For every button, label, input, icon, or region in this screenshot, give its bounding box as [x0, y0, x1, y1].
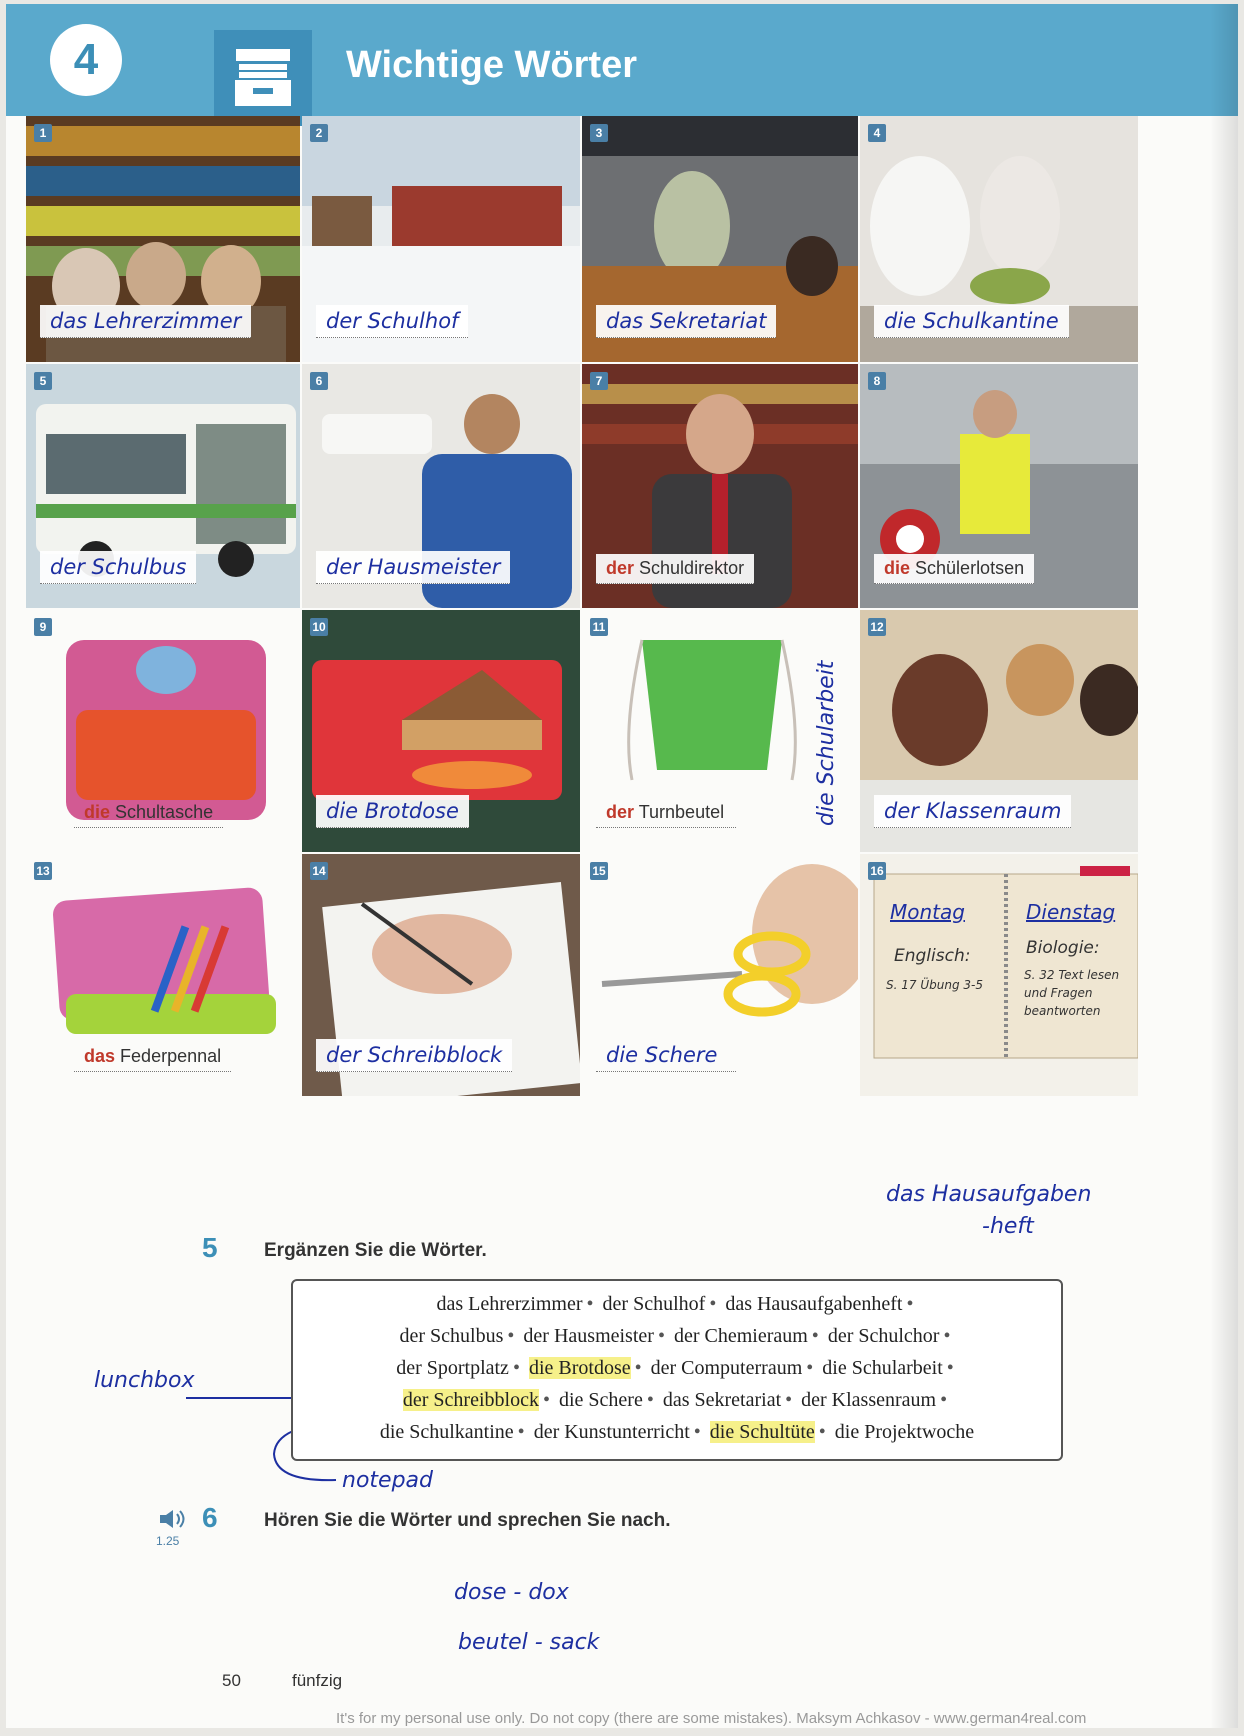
exercise-6-instruction: Hören Sie die Wörter und sprechen Sie nach.: [264, 1510, 671, 1531]
tile-number: 7: [590, 372, 608, 390]
word: das Sekretariat: [662, 1389, 782, 1411]
word-highlighted: die Brotdose: [528, 1357, 631, 1379]
word: der Hausmeister: [523, 1325, 654, 1347]
box-tab: [214, 30, 312, 126]
tile-number: 14: [310, 862, 328, 880]
tile-number: 15: [590, 862, 608, 880]
exercise-5-number: 5: [202, 1232, 218, 1263]
word: der Schulhof: [602, 1293, 706, 1315]
tile-number: 4: [868, 124, 886, 142]
exercise-5-instruction: Ergänzen Sie die Wörter.: [264, 1240, 487, 1261]
tile-label: [74, 798, 223, 828]
tile-number: 11: [590, 618, 608, 636]
tile-number: 9: [34, 618, 52, 636]
tile-schuldirektor: [582, 364, 858, 608]
audio-track-number: 1.25: [156, 1534, 180, 1548]
tile-label: die Schulkantine: [874, 305, 1069, 338]
planner-subject-1: Englisch:: [894, 946, 971, 966]
word: der Kunstunterricht: [533, 1421, 690, 1443]
tile-label: der Schreibblock: [316, 1039, 512, 1072]
page-number: 50: [222, 1671, 241, 1690]
tile-number: 2: [310, 124, 328, 142]
tile-label: der Hausmeister: [316, 551, 510, 584]
tile-schultasche: [26, 610, 300, 852]
tile-label: [874, 554, 1034, 584]
noun: Schülerlotsen: [915, 558, 1025, 578]
word: der Schulbus: [399, 1325, 504, 1347]
unit-number: 4: [50, 24, 122, 96]
tile-schulkantine: [860, 116, 1138, 362]
word: die Schulkantine: [379, 1421, 514, 1443]
word: der Computerraum: [650, 1357, 803, 1379]
exercise-6-number: 6: [202, 1502, 218, 1533]
tile-klassenraum: [860, 610, 1138, 852]
tile-number: 3: [590, 124, 608, 142]
page-title: Wichtige Wörter: [346, 44, 637, 86]
noun: Federpennal: [120, 1046, 222, 1066]
tile-label: [596, 798, 736, 828]
word-highlighted: die Schultüte: [709, 1421, 815, 1443]
note-dose: dose - dox: [454, 1580, 569, 1605]
tile-number: 13: [34, 862, 52, 880]
tile-label: die Schere: [596, 1039, 736, 1072]
article: der: [606, 558, 635, 578]
tile-number: 16: [868, 862, 886, 880]
word-line-2: der Schulbus • der Hausmeister • der Chemieraum • der Schulchor •: [399, 1325, 951, 1347]
textbook-page: [6, 4, 1238, 1728]
planner-subject-2: Biologie:: [1026, 938, 1100, 958]
tile-number: 1: [34, 124, 52, 142]
word-box: [291, 1279, 1063, 1461]
note-hausaufgabenheft-2: -heft: [982, 1214, 1034, 1239]
article: das: [84, 1046, 116, 1066]
tile-number: 12: [868, 618, 886, 636]
tile-number: 6: [310, 372, 328, 390]
tile-label: [74, 1042, 231, 1072]
note-notepad: notepad: [342, 1468, 433, 1493]
tile-label: [596, 554, 754, 584]
tile-schulbus: [26, 364, 300, 608]
tile-label: der Schulhof: [316, 305, 468, 338]
note-hausaufgabenheft-1: das Hausaufgaben: [886, 1182, 1092, 1207]
word-line-5: die Schulkantine • der Kunstunterricht • die Schultüte • die Projektwoche: [379, 1421, 975, 1443]
tile-schere: [582, 854, 858, 1096]
word: die Schere: [558, 1389, 643, 1411]
word: das Lehrerzimmer: [436, 1293, 583, 1315]
note-lunchbox: lunchbox: [94, 1368, 195, 1393]
tile-label: die Brotdose: [316, 795, 469, 828]
tile-hausaufgabenheft: [860, 854, 1138, 1096]
watermark: It's for my personal use only. Do not copy (there are some mistakes). Maksym Achkasov - www.german4real.com: [336, 1710, 1087, 1727]
planner-day-2: Dienstag: [1026, 900, 1116, 924]
tile-label: das Lehrerzimmer: [40, 305, 251, 338]
planner-task-2: S. 32 Text lesen und Fragen beantworten: [1024, 968, 1120, 1018]
article: die: [84, 802, 111, 822]
planner-day-1: Montag: [890, 900, 965, 924]
tile-label: der Schulbus: [40, 551, 196, 584]
word-box-icon: [231, 44, 295, 110]
noun: Schultasche: [115, 802, 214, 822]
tile-label: der Klassenraum: [874, 795, 1071, 828]
tile-number: 10: [310, 618, 328, 636]
speaker-icon[interactable]: [158, 1508, 188, 1530]
noun: Schuldirektor: [639, 558, 745, 578]
word: die Schularbeit: [822, 1357, 943, 1379]
note-schularbeit: die Schularbeit: [814, 660, 839, 826]
word: der Sportplatz: [396, 1357, 509, 1379]
tile-brotdose: [302, 610, 580, 852]
picture-grid: [26, 116, 1236, 1196]
word-line-4: der Schreibblock • die Schere • das Sekretariat • der Klassenraum •: [402, 1389, 948, 1411]
word-highlighted: der Schreibblock: [402, 1389, 539, 1411]
word: der Chemieraum: [673, 1325, 808, 1347]
word: der Klassenraum: [801, 1389, 937, 1411]
article: die: [884, 558, 911, 578]
tile-number: 8: [868, 372, 886, 390]
header-bar: [6, 4, 1238, 116]
tile-federpennal: [26, 854, 300, 1096]
tile-schuelerlotsen: [860, 364, 1138, 608]
tile-sekretariat: [582, 116, 858, 362]
word-line-1: das Lehrerzimmer • der Schulhof • das Hausaufgabenheft •: [436, 1293, 914, 1315]
article: der: [606, 802, 635, 822]
note-beutel: beutel - sack: [458, 1630, 600, 1655]
word: der Schulchor: [827, 1325, 940, 1347]
tile-hausmeister: [302, 364, 580, 608]
planner-task-1: S. 17 Übung 3-5: [886, 978, 983, 992]
noun: Turnbeutel: [638, 802, 725, 822]
tile-schulhof: [302, 116, 580, 362]
tile-schreibblock: [302, 854, 580, 1096]
word: die Projektwoche: [834, 1421, 975, 1443]
page-number-word: fünfzig: [292, 1671, 343, 1690]
tile-lehrerzimmer: [26, 116, 300, 362]
tile-label: das Sekretariat: [596, 305, 776, 338]
tile-number: 5: [34, 372, 52, 390]
word: das Hausaufgabenheft: [725, 1293, 903, 1315]
word-line-3: der Sportplatz • die Brotdose • der Computerraum • die Schularbeit •: [396, 1357, 954, 1379]
